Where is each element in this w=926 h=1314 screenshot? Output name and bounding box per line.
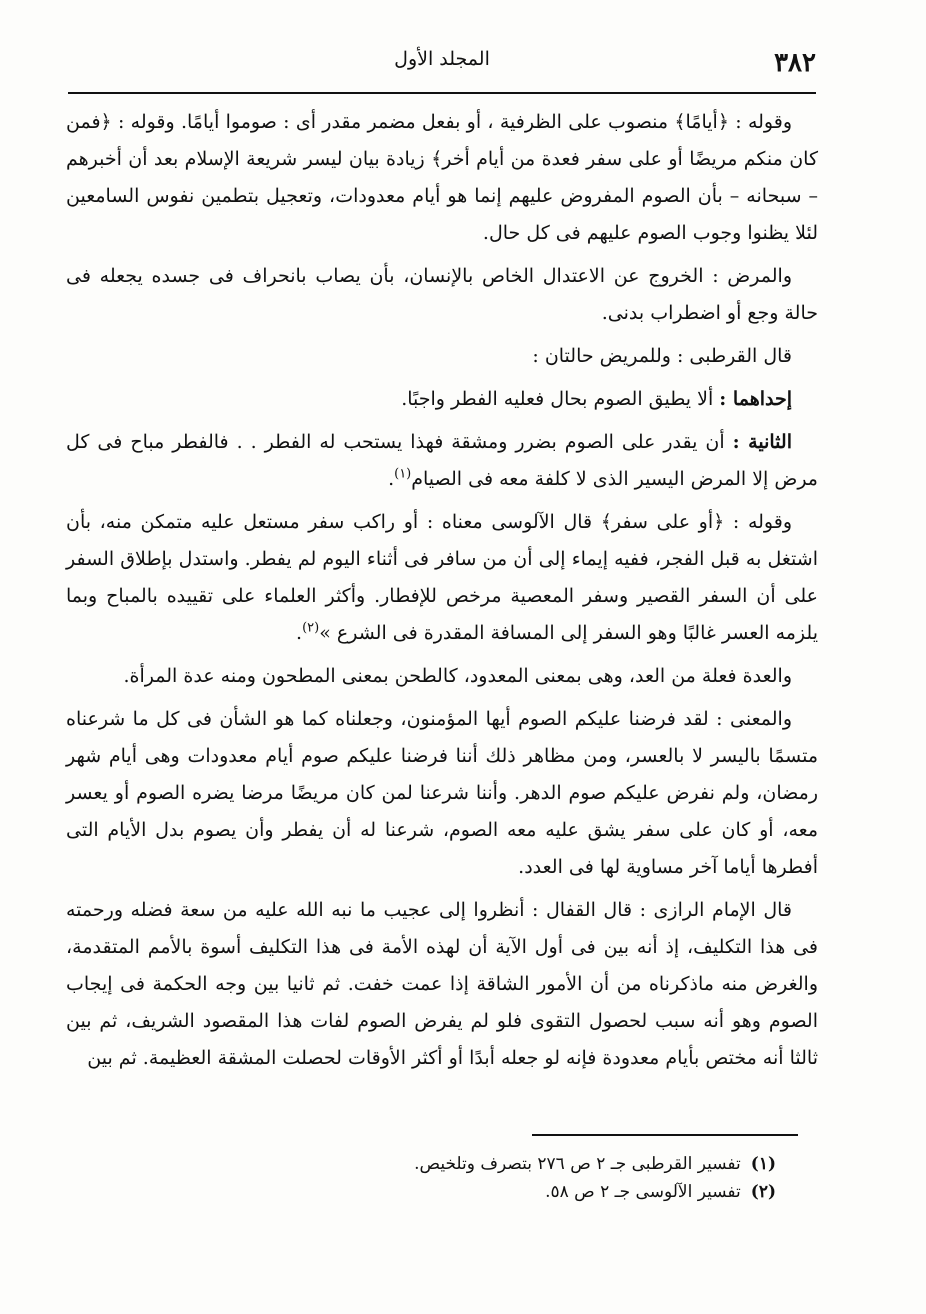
paragraph-marad: والمرض : الخروج عن الاعتدال الخاص بالإنسان، بأن يصاب بانحراف فى جسده يجعله فى حالة وجع أو اضطراب بدنى. [66,265,818,324]
footnote-1 [216,1150,776,1178]
paragraph-meaning: والمعنى : لقد فرضنا عليكم الصوم أيها المؤمنون، وجعلناه كما هو الشأن فى كل ما شرعناه متسمًا باليسر لا بالعسر، ومن مظاهر ذلك أننا فرضنا عليكم صوم أيام معدودات وهى أيام شهر رمضان، ولم نفرض عليكم صوم الدهر. وأننا شرعنا لمن كان مريضًا مرضا يضره الصوم أو يعسر معه، أو كان على سفر يشق عليه معه الصوم، شرعنا له أن يفطر وأن يصوم بدل الأيام التى أفطرها أياما آخر مساوية لها فى العدد. [66,708,818,878]
paragraph-first-case: إحداهما : ألا يطيق الصوم بحال فعليه الفطر واجبًا. [401,388,792,410]
header-divider [68,92,816,94]
footnote-text: تفسير القرطبى جـ ٢ ص ٢٧٦ بتصرف وتلخيص. [414,1154,741,1174]
second-case-lead: الثانية : [732,431,792,453]
paragraph-second-case: الثانية : أن يقدر على الصوم بضرر ومشقة فهذا يستحب له الفطر . . فالفطر مباح فى كل مرض إلا المرض اليسير الذى لا كلفة معه فى الصيام$^{(١)}$. [66,431,818,490]
page-number: ٣٨٢ [774,48,816,78]
first-case-lead: إحداهما : [719,388,792,410]
paragraph-safar: وقوله : ﴿أو على سفر﴾ قال الآلوسى معناه : أو راكب سفر مستعل عليه متمكن منه، بأن اشتغل به قبل الفجر، ففيه إيماء إلى أن من سافر فى أثناء اليوم لم يفطر. واستدل بإطلاق السفر على أن السفر القصير وسفر المعصية مرخص للإفطار. وأكثر العلماء على تقييده بالمباح وبما يلزمه العسر غالبًا وهو السفر إلى المسافة المقدرة فى الشرع »$^{(٢)}$. [66,511,818,644]
footnote-ref-2: (٢) [302,620,320,636]
footnote-2 [216,1178,776,1206]
footnote-divider [532,1134,798,1136]
page-header [68,40,816,90]
footnote-text: تفسير الآلوسى جـ ٢ ص ٥٨. [545,1182,741,1202]
footnotes [216,1150,776,1206]
footnote-number: (١) [750,1154,776,1174]
paragraph-razi: قال الإمام الرازى : قال القفال : أنظروا إلى عجيب ما نبه الله عليه من سعة فضله ورحمته فى هذا التكليف، إذ أنه بين فى أول الآية أن لهذه الأمة فى هذا التكليف أسوة بالأمم المتقدمة، والغرض منه ماذكرناه من أن الأمور الشاقة إذا عمت خفت. ثم ثانيا بين وجه الحكمة فى إيجاب الصوم وهو أنه سبب لحصول التقوى فلو لم يفرض الصوم لفات هذا المقصود الشريف، ثم بين ثالثا أنه مختص بأيام معدودة فإنه لو جعله أبدًا أو أكثر الأوقات لحصلت المشقة العظيمة. ثم بين [66,899,818,1069]
paragraph-qurtubi: قال القرطبى : وللمريض حالتان : [532,345,792,367]
volume-title: المجلد الأول [394,48,490,70]
paragraph-ayyaman: وقوله : ﴿أيامًا﴾ منصوب على الظرفية ، أو بفعل مضمر مقدر أى : صوموا أيامًا. وقوله : ﴿فمن كان منكم مريضًا أو على سفر فعدة من أيام أخر﴾ زيادة بيان ليسر شريعة الإسلام بعد أن أخبرهم – سبحانه – بأن الصوم المفروض عليهم إنما هو أيام معدودات، وتعجيل بتطمين نفوس السامعين لئلا يظنوا وجوب الصوم عليهم فى كل حال. [66,111,818,244]
page-body [66,104,818,1083]
footnote-ref-1: (١) [394,466,412,482]
paragraph-idda: والعدة فعلة من العد، وهى بمعنى المعدود، كالطحن بمعنى المطحون ومنه عدة المرأة. [123,665,792,687]
footnote-number: (٢) [750,1182,776,1202]
